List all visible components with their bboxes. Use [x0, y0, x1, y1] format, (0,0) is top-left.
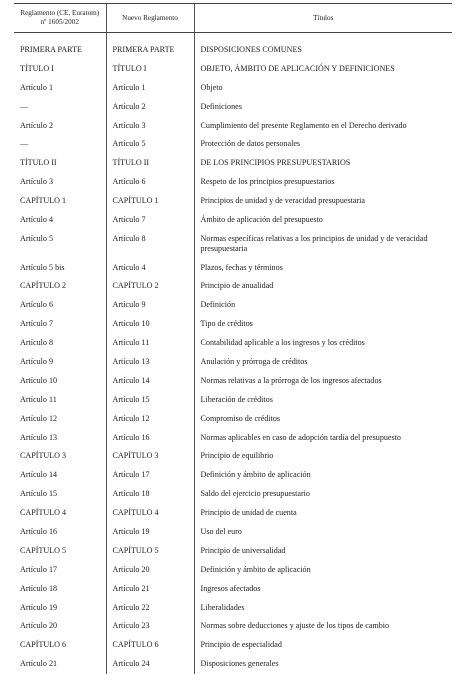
cell-new-reference: CAPÍTULO 3	[106, 447, 194, 466]
cell-title: Definición	[194, 296, 452, 315]
cell-title: Objeto	[194, 79, 452, 98]
cell-title: Saldo del ejercicio presupuestario	[194, 485, 452, 504]
cell-new-reference: Artículo 6	[106, 173, 194, 192]
table-body	[14, 33, 452, 675]
table-row	[14, 334, 452, 353]
cell-old-reference: Artículo 19	[20, 602, 58, 612]
cell-old-reference: Artículo 21	[20, 659, 58, 669]
table-row	[14, 523, 452, 542]
table-row	[14, 117, 452, 136]
table-row	[14, 98, 452, 117]
cell-title: Ingresos afectados	[194, 580, 452, 599]
cell-title: Principio de anualidad	[194, 277, 452, 296]
table-row	[14, 230, 452, 259]
cell-title: Normas específicas relativas a los principios de unidad y de veracidad presupuestaria	[194, 230, 452, 259]
cell-old-reference: Artículo 6	[20, 300, 54, 310]
cell-new-reference: Artículo 2	[106, 98, 194, 117]
cell-title: Principio de universalidad	[194, 542, 452, 561]
cell-new-reference: Artículo 12	[106, 410, 194, 429]
table-row	[14, 211, 452, 230]
table-row	[14, 173, 452, 192]
cell-title: Definición y ámbito de aplicación	[194, 466, 452, 485]
cell-old-reference: Artículo 14	[20, 470, 58, 480]
cell-new-reference: Artículo 8	[106, 230, 194, 259]
table-row	[14, 504, 452, 523]
cell-old-reference: Artículo 5	[20, 233, 54, 243]
cell-new-reference: Artículo 3	[106, 117, 194, 136]
cell-new-reference: Artículo 11	[106, 334, 194, 353]
cell-title: Tipo de créditos	[194, 315, 452, 334]
cell-title: Liberación de créditos	[194, 391, 452, 410]
cell-old-reference: Artículo 9	[20, 356, 54, 366]
header-old-regulation: Reglamento (CE, Euratom) nº 1605/2002	[14, 4, 106, 33]
cell-new-reference: Artículo 15	[106, 391, 194, 410]
cell-old-reference: PRIMERA PARTE	[20, 45, 82, 54]
header-titles: Títulos	[194, 4, 452, 33]
cell-title: Liberalidades	[194, 599, 452, 618]
cell-new-reference: Artículo 13	[106, 353, 194, 372]
cell-title: Principios de unidad y de veracidad presupuestaria	[194, 192, 452, 211]
cell-old-reference: Artículo 2	[20, 120, 54, 130]
cell-title: Normas sobre deducciones y ajuste de los tipos de cambio	[194, 617, 452, 636]
cell-new-reference: Artículo 1	[106, 79, 194, 98]
table-row	[14, 192, 452, 211]
table-row	[14, 617, 452, 636]
cell-old-reference: TÍTULO II	[20, 158, 57, 168]
cell-title: Principio de unidad de cuenta	[194, 504, 452, 523]
table-row	[14, 410, 452, 429]
cell-old-reference: —	[20, 101, 29, 111]
cell-new-reference: CAPÍTULO 2	[106, 277, 194, 296]
table-row	[14, 135, 452, 154]
cell-old-reference: Artículo 7	[20, 319, 54, 329]
table-row	[14, 391, 452, 410]
cell-title: Principio de equilibrio	[194, 447, 452, 466]
cell-old-reference: Artículo 18	[20, 583, 58, 593]
cell-new-reference: PRIMERA PARTE	[106, 33, 194, 60]
cell-old-reference: Artículo 20	[20, 621, 58, 631]
table-row	[14, 636, 452, 655]
cell-old-reference: CAPÍTULO 3	[20, 451, 67, 461]
table-row	[14, 277, 452, 296]
cell-old-reference: Artículo 4	[20, 215, 54, 225]
cell-old-reference: Artículo 16	[20, 526, 58, 536]
cell-title: Principio de especialidad	[194, 636, 452, 655]
cell-title: Plazos, fechas y términos	[194, 259, 452, 278]
cell-title: Cumplimiento del presente Reglamento en el Derecho derivado	[194, 117, 452, 136]
cell-title: Protección de datos personales	[194, 135, 452, 154]
cell-new-reference: TÍTULO I	[106, 60, 194, 79]
cell-new-reference: Artículo 5	[106, 135, 194, 154]
table-row	[14, 580, 452, 599]
cell-old-reference: CAPÍTULO 4	[20, 508, 67, 518]
cell-old-reference: TÍTULO I	[20, 63, 54, 73]
table-row	[14, 655, 452, 674]
cell-new-reference: CAPÍTULO 4	[106, 504, 194, 523]
cell-new-reference: Artículo 23	[106, 617, 194, 636]
cell-old-reference: Artículo 8	[20, 338, 54, 348]
cell-old-reference: —	[20, 139, 29, 149]
cell-new-reference: Artículo 17	[106, 466, 194, 485]
table-row	[14, 296, 452, 315]
cell-new-reference: Artículo 19	[106, 523, 194, 542]
cell-old-reference: Artículo 10	[20, 375, 58, 385]
table-row	[14, 33, 452, 60]
cell-old-reference: CAPÍTULO 6	[20, 640, 67, 650]
cell-new-reference: CAPÍTULO 6	[106, 636, 194, 655]
table-row	[14, 542, 452, 561]
cell-title: DISPOSICIONES COMUNES	[194, 33, 452, 60]
table-header-row	[14, 4, 452, 33]
cell-old-reference: CAPÍTULO 5	[20, 545, 67, 555]
cell-old-reference: Artículo 5 bis	[20, 262, 65, 272]
table-row	[14, 466, 452, 485]
cell-title: Disposiciones generales	[194, 655, 452, 674]
cell-old-reference: CAPÍTULO 1	[20, 196, 67, 206]
cell-title: Anulación y prórroga de créditos	[194, 353, 452, 372]
cell-old-reference: Artículo 15	[20, 489, 58, 499]
cell-new-reference: Artículo 16	[106, 429, 194, 448]
cell-new-reference: Artículo 20	[106, 561, 194, 580]
cell-title: DE LOS PRINCIPIOS PRESUPUESTARIOS	[194, 154, 452, 173]
cell-new-reference: Artículo 18	[106, 485, 194, 504]
cell-new-reference: Artículo 14	[106, 372, 194, 391]
cell-old-reference: Artículo 12	[20, 413, 58, 423]
cell-new-reference: Artículo 24	[106, 655, 194, 674]
cell-new-reference: Artículo 7	[106, 211, 194, 230]
cell-old-reference: Artículo 3	[20, 177, 54, 187]
cell-title: Ámbito de aplicación del presupuesto	[194, 211, 452, 230]
table-row	[14, 447, 452, 466]
cell-title: Definición y ámbito de aplicación	[194, 561, 452, 580]
table-row	[14, 485, 452, 504]
cell-old-reference: Artículo 17	[20, 564, 58, 574]
cell-title: Uso del euro	[194, 523, 452, 542]
cell-title: Normas relativas a la prórroga de los ingresos afectados	[194, 372, 452, 391]
header-new-regulation: Nuevo Reglamento	[106, 4, 194, 33]
cell-new-reference: CAPÍTULO 5	[106, 542, 194, 561]
cell-new-reference: Artículo 4	[106, 259, 194, 278]
cell-title: Contabilidad aplicable a los ingresos y los créditos	[194, 334, 452, 353]
table-row	[14, 315, 452, 334]
cell-new-reference: TÍTULO II	[106, 154, 194, 173]
cell-old-reference: Artículo 11	[20, 394, 57, 404]
cell-new-reference: Artículo 9	[106, 296, 194, 315]
table-row	[14, 79, 452, 98]
table-row	[14, 599, 452, 618]
table-row	[14, 154, 452, 173]
cell-title: OBJETO, ÁMBITO DE APLICACIÓN Y DEFINICIONES	[194, 60, 452, 79]
correlation-table	[14, 3, 452, 674]
cell-old-reference: Artículo 13	[20, 432, 58, 442]
cell-new-reference: Artículo 22	[106, 599, 194, 618]
cell-title: Definiciones	[194, 98, 452, 117]
cell-old-reference: CAPÍTULO 2	[20, 281, 67, 291]
cell-title: Respeto de los principios presupuestarios	[194, 173, 452, 192]
table-row	[14, 561, 452, 580]
cell-new-reference: Artículo 21	[106, 580, 194, 599]
table-row	[14, 259, 452, 278]
cell-new-reference: CAPÍTULO 1	[106, 192, 194, 211]
table-row	[14, 429, 452, 448]
table-row	[14, 60, 452, 79]
cell-title: Normas aplicables en caso de adopción tardía del presupuesto	[194, 429, 452, 448]
cell-old-reference: Artículo 1	[20, 82, 54, 92]
table-row	[14, 353, 452, 372]
table-row	[14, 372, 452, 391]
cell-new-reference: Artículo 10	[106, 315, 194, 334]
cell-title: Compromiso de créditos	[194, 410, 452, 429]
